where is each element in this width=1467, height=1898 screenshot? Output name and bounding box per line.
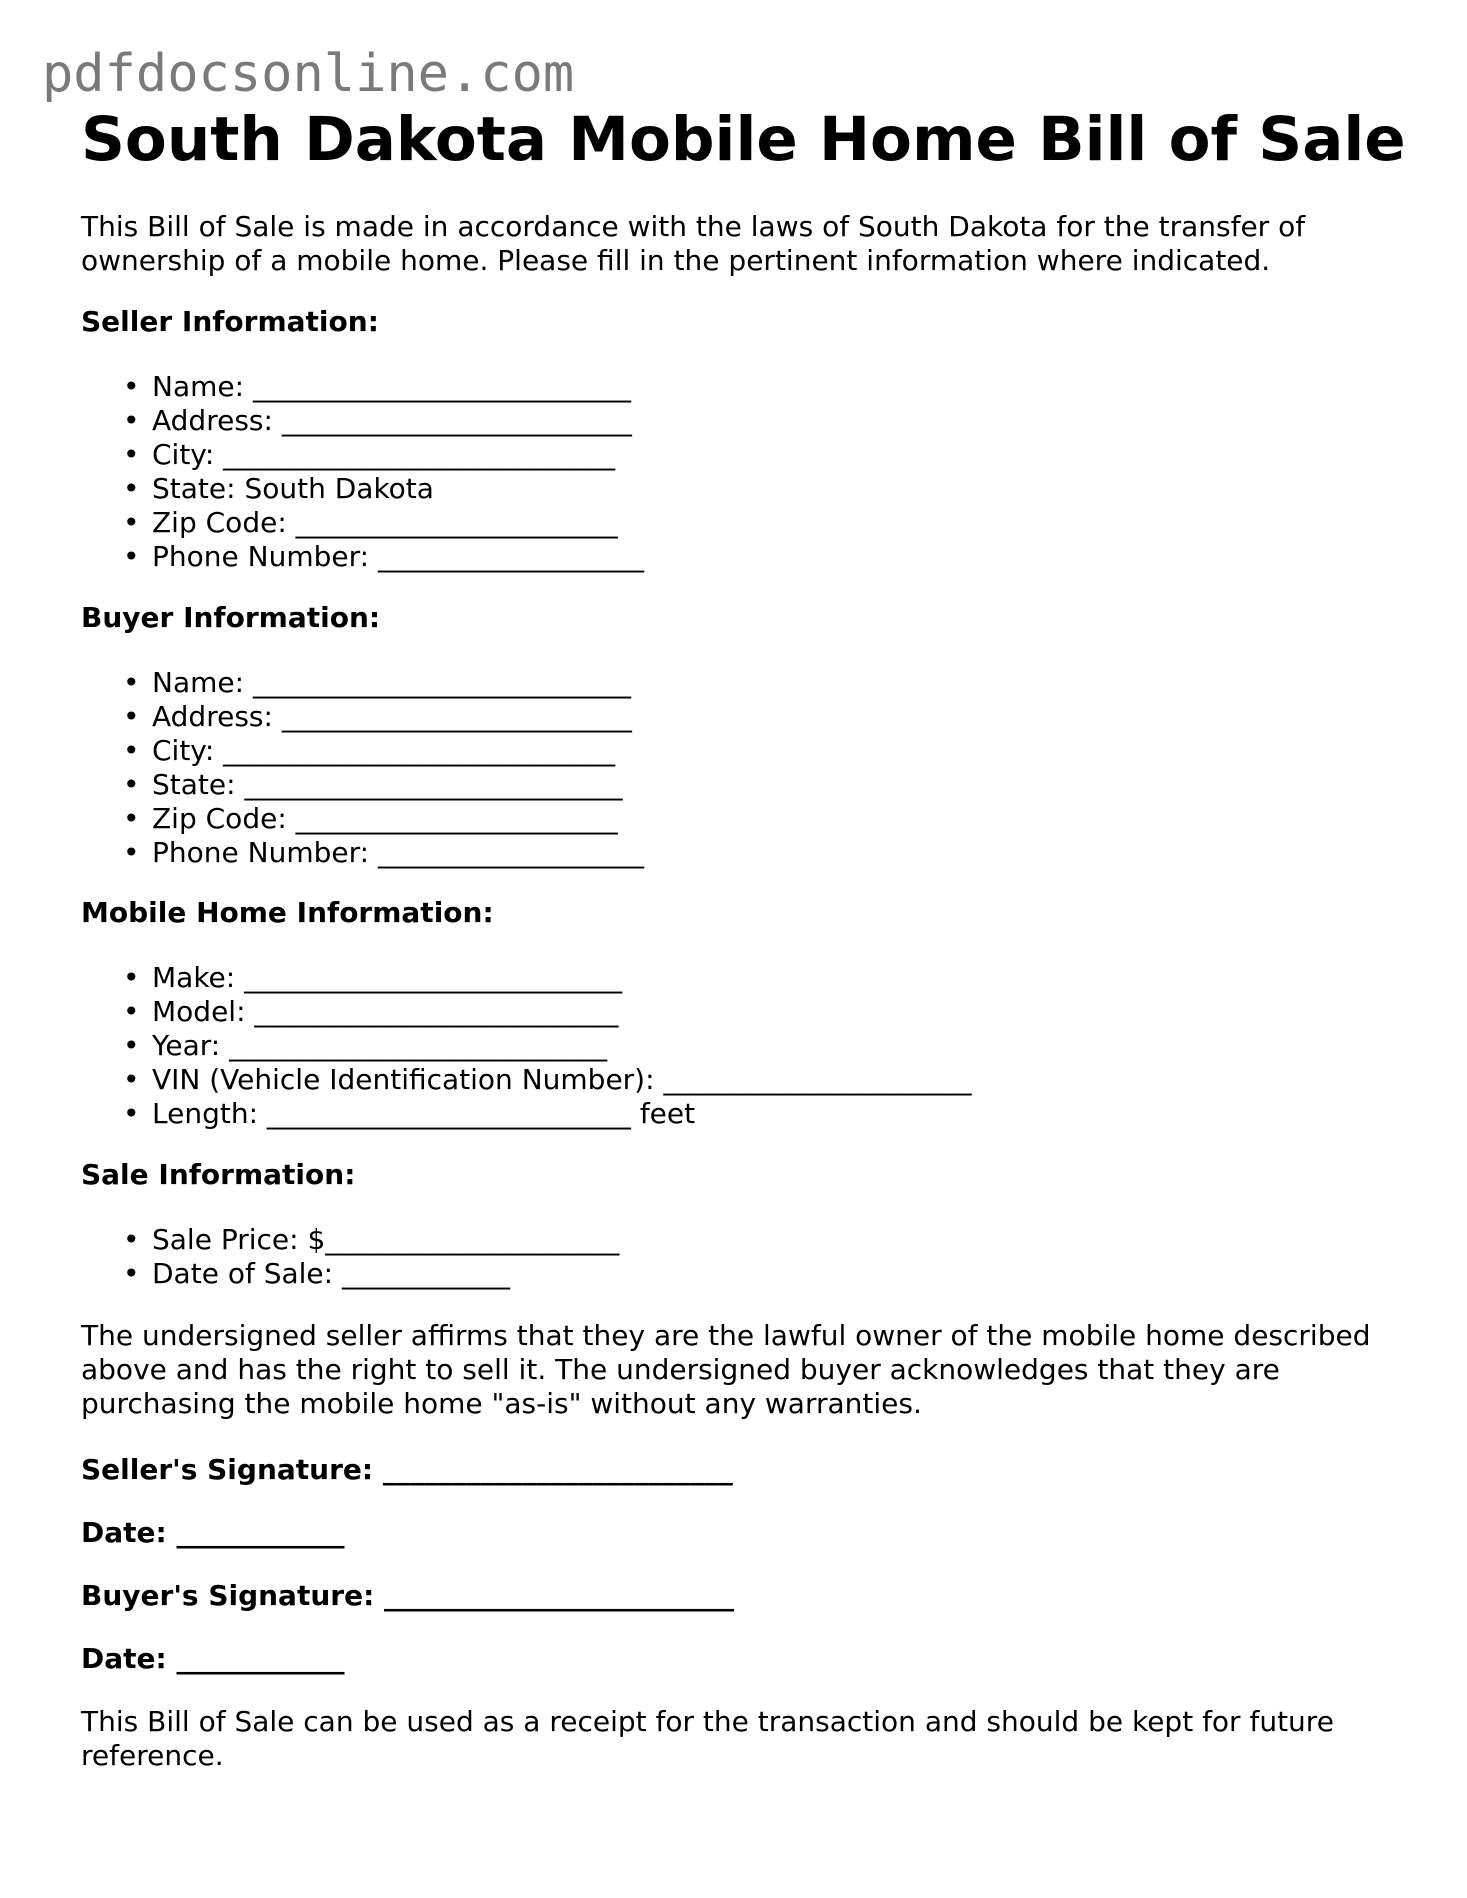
seller-name-field: • Name: ___________________________ [123, 370, 631, 403]
bullet: • [123, 506, 140, 539]
seller-state-field: • State: South Dakota [123, 472, 434, 505]
seller-signature-line: Seller's Signature: _________________________ [81, 1453, 733, 1486]
buyer-date-line: Date: ____________ [81, 1642, 345, 1675]
buyer-name-field: • Name: ___________________________ [123, 666, 631, 699]
buyer-state-field: • State: ___________________________ [123, 768, 623, 801]
sale-heading: Sale Information: [81, 1158, 356, 1191]
buyer-signature-line: Buyer's Signature: _________________________ [81, 1579, 735, 1612]
make-field: • Make: ___________________________ [123, 961, 623, 994]
bullet: • [123, 370, 140, 403]
bullet: • [123, 540, 140, 573]
buyer-phone-field: • Phone Number: ___________________ [123, 836, 644, 869]
sale-fields [81, 1223, 619, 1291]
mobile-home-heading: Mobile Home Information: [81, 896, 494, 929]
bullet: • [123, 438, 140, 471]
bullet: • [123, 700, 140, 733]
buyer-address-field: • Address: _________________________ [123, 700, 632, 733]
seller-fields [81, 370, 644, 574]
buyer-city-field: • City: ____________________________ [123, 734, 616, 767]
bullet: • [123, 404, 140, 437]
bullet: • [123, 836, 140, 869]
bullet: • [123, 961, 140, 994]
bullet: • [123, 666, 140, 699]
document-title: South Dakota Mobile Home Bill of Sale [81, 104, 1406, 175]
closing-paragraph: This Bill of Sale can be used as a receipt for the transaction and should be kept for future reference. [81, 1705, 1334, 1772]
vin-field: • VIN (Vehicle Identification Number): ______________________ [123, 1063, 972, 1096]
bullet: • [123, 1257, 140, 1290]
bullet: • [123, 1029, 140, 1062]
buyer-heading: Buyer Information: [81, 601, 381, 634]
seller-city-field: • City: ____________________________ [123, 438, 616, 471]
seller-zip-field: • Zip Code: _______________________ [123, 506, 618, 539]
bullet: • [123, 472, 140, 505]
affirmation-paragraph: The undersigned seller affirms that they are the lawful owner of the mobile home described above and has the right to sell it. The undersigned buyer acknowledges that they are purchasing the mobile home "as-is" without any warranties. [81, 1319, 1371, 1420]
mobile-home-fields [81, 961, 971, 1131]
model-field: • Model: __________________________ [123, 995, 619, 1028]
sale-price-field: • Sale Price: $_____________________ [123, 1223, 620, 1256]
seller-address-field: • Address: _________________________ [123, 404, 632, 437]
watermark: pdfdocsonline.com [42, 44, 575, 104]
bullet: • [123, 734, 140, 767]
buyer-fields [81, 666, 644, 870]
buyer-zip-field: • Zip Code: _______________________ [123, 802, 618, 835]
bullet: • [123, 1097, 140, 1130]
date-of-sale-field: • Date of Sale: ____________ [123, 1257, 510, 1290]
bullet: • [123, 802, 140, 835]
length-field: • Length: __________________________ feet [123, 1097, 696, 1130]
bullet: • [123, 1223, 140, 1256]
bullet: • [123, 768, 140, 801]
bullet: • [123, 995, 140, 1028]
seller-heading: Seller Information: [81, 305, 379, 338]
intro-paragraph: This Bill of Sale is made in accordance with the laws of South Dakota for the transfer of ownership of a mobile home. Please fill in the pertinent information where indicated. [81, 210, 1306, 277]
bullet: • [123, 1063, 140, 1096]
seller-date-line: Date: ____________ [81, 1516, 345, 1549]
seller-phone-field: • Phone Number: ___________________ [123, 540, 644, 573]
year-field: • Year: ___________________________ [123, 1029, 608, 1062]
